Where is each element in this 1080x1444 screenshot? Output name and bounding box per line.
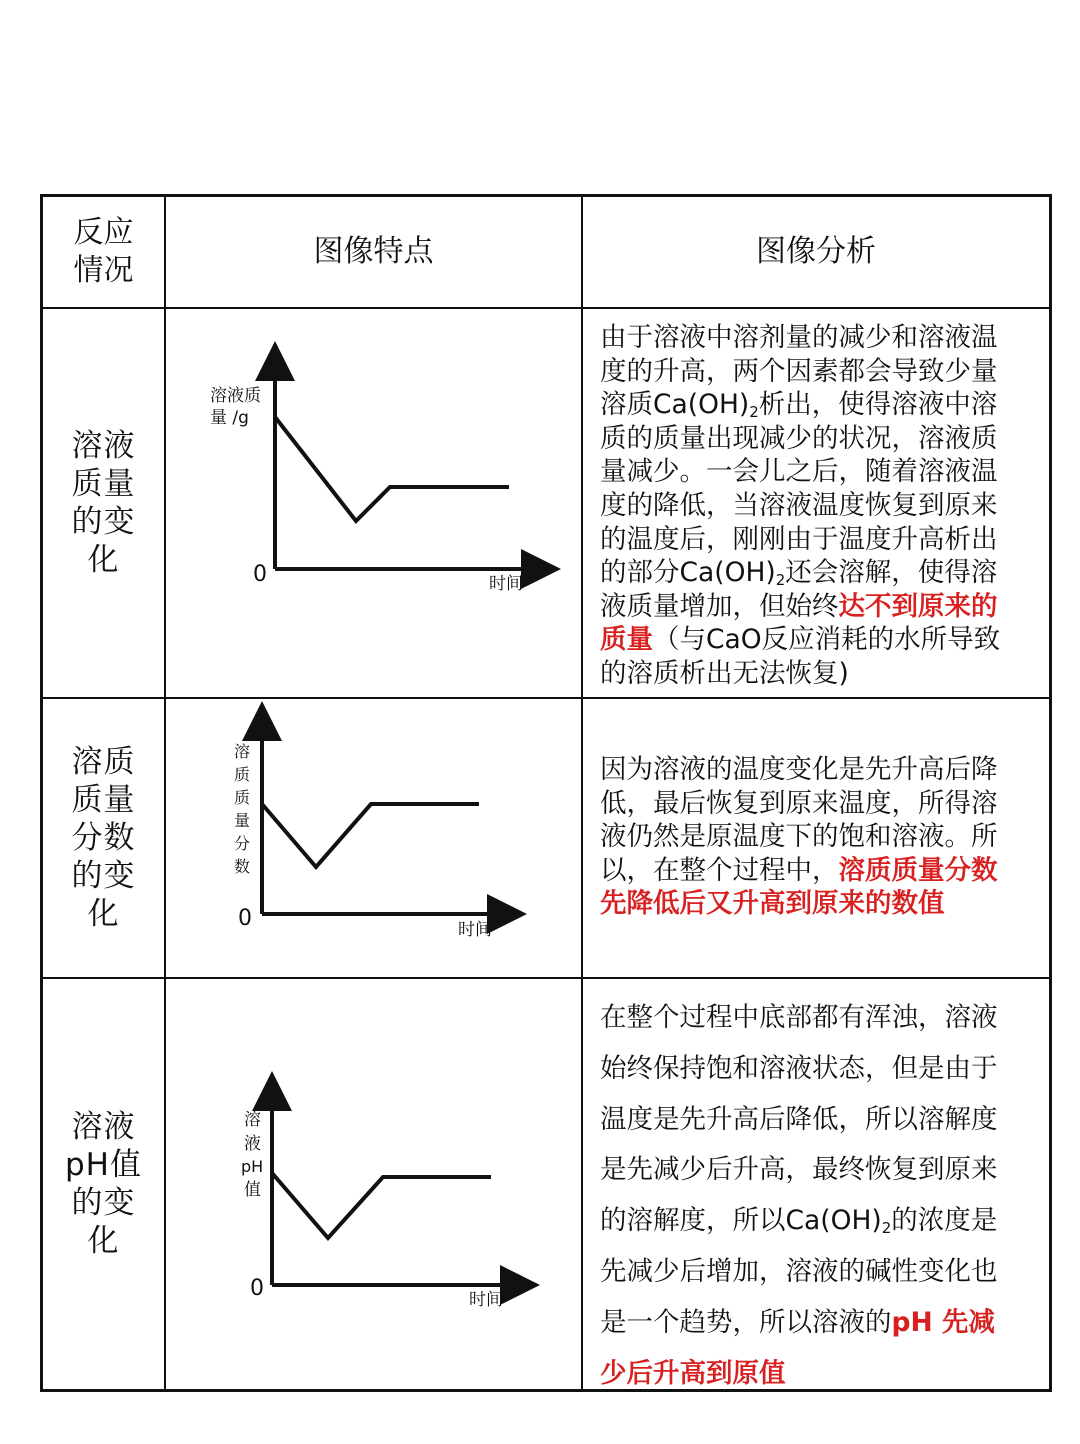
y-axis-label: 溶液质	[210, 386, 261, 406]
text-line: 始终保持饱和溶液状态，但是由于	[600, 1052, 998, 1084]
mass-fraction-curve	[262, 804, 479, 867]
origin-label: 0	[253, 562, 267, 587]
subscript: 2	[881, 1219, 892, 1238]
analysis-ph	[600, 993, 998, 1399]
y-axis-label: 量	[234, 811, 251, 830]
label-line: 溶质	[71, 744, 136, 780]
highlight-text: 先降低后又升高到原来的数值	[600, 888, 945, 920]
origin-label: 0	[238, 906, 252, 931]
y-axis-label: 溶	[234, 742, 251, 761]
highlight-text: 达不到原来的	[838, 590, 998, 622]
label-line: 质量	[71, 466, 136, 502]
header-graph-features: 图像特点	[313, 234, 434, 269]
graph-solution-mass	[166, 309, 581, 697]
text-line: 度的升高，两个因素都会导致少量	[600, 355, 998, 387]
text-segment: 析出，使得溶液中溶	[758, 389, 998, 421]
text-line	[600, 854, 998, 888]
text-line: 温度是先升高后降低，所以溶解度	[600, 1103, 998, 1135]
highlight-text: 质量	[600, 624, 653, 656]
text-line: 由于溶液中溶剂量的减少和溶液温	[600, 322, 998, 353]
label-line: 溶液	[71, 428, 136, 464]
text-line: 的溶质析出无法恢复)	[600, 657, 849, 689]
text-line: 量减少。一会儿之后，随着溶液温	[600, 456, 998, 488]
highlight-text: 溶质质量分数	[838, 854, 998, 886]
graph-ph	[166, 979, 581, 1389]
subscript: 2	[749, 403, 759, 422]
label-line: 溶液	[71, 1109, 136, 1145]
text-line	[600, 1196, 998, 1247]
text-line	[600, 623, 1000, 657]
y-axis-label: 质	[234, 788, 251, 807]
graph-mass-fraction	[166, 699, 581, 977]
analysis-solution-mass	[600, 321, 1000, 691]
text-segment: （与CaO反应消耗的水所导致	[653, 624, 1001, 656]
text-line: 因为溶液的温度变化是先升高后降	[600, 754, 998, 785]
ph-curve	[272, 1173, 491, 1238]
origin-label: 0	[250, 1276, 264, 1301]
text-line	[600, 1298, 998, 1349]
text-line	[600, 556, 1000, 590]
x-axis-label: 时间	[469, 1290, 503, 1310]
text-line	[600, 388, 1000, 422]
row-label-ph	[43, 979, 164, 1389]
subscript: 2	[775, 571, 786, 590]
text-line: 度的降低，当溶液温度恢复到原来	[600, 489, 998, 521]
label-line: 分数	[71, 820, 136, 856]
text-segment: 的浓度是	[891, 1205, 998, 1237]
y-axis-label: 分	[234, 834, 251, 853]
text-segment: 的部分Ca(OH)	[600, 557, 776, 589]
y-axis-label: 值	[244, 1180, 261, 1200]
header-reaction-line: 情况	[73, 253, 134, 288]
y-axis-label: 质	[234, 765, 251, 784]
y-axis-label: 数	[234, 857, 251, 876]
text-line: 在整个过程中底部都有浑浊，溶液	[600, 1002, 998, 1033]
label-line: pH值	[65, 1147, 142, 1183]
label-line: 化	[87, 1223, 120, 1259]
label-line: 化	[87, 542, 120, 578]
header-reaction-line: 反应	[73, 215, 134, 250]
label-line: 的变	[71, 504, 136, 540]
highlight-text: pH 先减	[891, 1306, 995, 1338]
label-line: 质量	[71, 782, 136, 818]
text-line: 低，最后恢复到原来温度，所得溶	[600, 787, 998, 819]
mass-curve	[275, 417, 509, 521]
row-label-mass-fraction	[43, 699, 164, 977]
column-divider	[581, 197, 583, 1389]
row-label-solution-mass	[43, 309, 164, 697]
text-segment: 溶质Ca(OH)	[600, 389, 750, 421]
text-segment: 的溶解度，所以Ca(OH)	[600, 1205, 882, 1237]
text-line: 质的质量出现减少的状况，溶液质	[600, 422, 998, 454]
header-reaction	[43, 197, 164, 307]
text-line: 液仍然是原温度下的饱和溶液。所	[600, 821, 998, 853]
y-axis-label: 溶	[244, 1110, 261, 1130]
text-segment: 以，在整个过程中，	[600, 854, 839, 886]
analysis-mass-fraction	[600, 753, 998, 921]
text-line: 的温度后，刚刚由于温度升高析出	[600, 523, 998, 555]
label-line: 的变	[71, 858, 136, 894]
x-axis-label: 时间	[458, 920, 492, 940]
comparison-table	[40, 194, 1052, 1392]
text-line: 先减少后增加，溶液的碱性变化也	[600, 1255, 998, 1287]
highlight-text: 少后升高到原值	[600, 1357, 786, 1389]
text-line: 是先减少后升高，最终恢复到原来	[600, 1154, 998, 1186]
y-axis-label: pH	[241, 1157, 264, 1176]
label-line: 的变	[71, 1185, 136, 1221]
x-axis-label: 时间	[489, 574, 523, 594]
header-graph-analysis: 图像分析	[756, 234, 876, 269]
text-segment: 液质量增加，但始终	[600, 590, 839, 622]
label-line: 化	[87, 896, 120, 932]
text-line	[600, 590, 1000, 624]
text-segment: 是一个趋势，所以溶液的	[600, 1306, 892, 1338]
y-axis-label: 量 /g	[210, 408, 249, 428]
text-segment: 还会溶解，使得溶	[785, 557, 998, 589]
y-axis-label: 液	[244, 1134, 261, 1154]
